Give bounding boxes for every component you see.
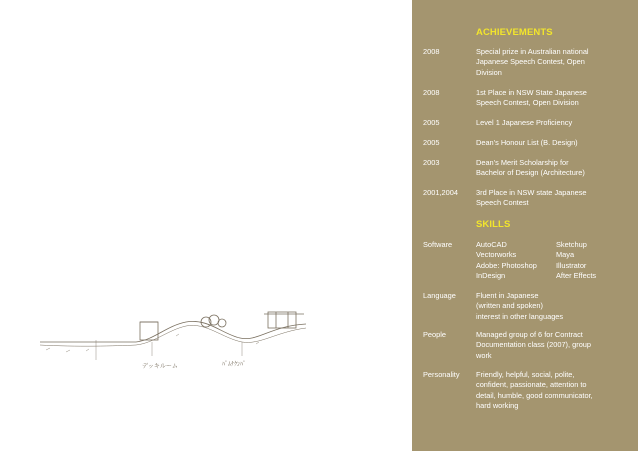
software-col-1 (476, 240, 537, 282)
people-line: Documentation class (2007), group (476, 340, 592, 350)
language-line: interest in other languages (476, 311, 564, 321)
achievement-year: 2005 (423, 138, 440, 147)
achievements-heading: ACHIEVEMENTS (476, 27, 553, 38)
people-label: People (423, 330, 447, 339)
software-item: Illustrator (556, 260, 587, 270)
achievement-year: 2008 (423, 47, 440, 56)
achievement-text: Japanese Speech Contest, Open (476, 57, 585, 67)
software-item: After Effects (556, 271, 597, 281)
achievement-year: 2003 (423, 158, 440, 167)
software-item: AutoCAD (476, 240, 507, 249)
people-line: Managed group of 6 for Contract (476, 330, 583, 339)
resume-panel (412, 0, 638, 451)
personality-line: confident, passionate, attention to (476, 380, 587, 390)
achievement-text: Bachelor of Design (Architecture) (476, 168, 585, 178)
personality-line: hard working (476, 401, 519, 411)
achievement-text: Dean's Merit Scholarship for (476, 158, 569, 167)
language-line: (written and spoken) (476, 301, 543, 311)
achievement-text: Division (476, 67, 502, 77)
achievement-text: 3rd Place in NSW state Japanese (476, 188, 587, 197)
achievement-text: Speech Contest, Open Division (476, 98, 579, 108)
language-line: Fluent in Japanese (476, 291, 539, 300)
achievement-year: 2005 (423, 118, 440, 127)
site-section-sketch (36, 290, 306, 380)
personality-label: Personality (423, 370, 460, 379)
achievement-text: Speech Contest (476, 198, 529, 208)
software-col-2 (556, 240, 596, 282)
achievement-text: Special prize in Australian national (476, 47, 589, 56)
sketch-label-right: ﾊﾟﾑﾅｸﾝﾊﾟ (222, 361, 247, 368)
software-label: Software (423, 240, 453, 249)
skills-heading: SKILLS (476, 219, 511, 230)
sketch-label-left: デッキルーム (142, 363, 178, 370)
achievement-text: Dean's Honour List (B. Design) (476, 138, 578, 147)
software-item: InDesign (476, 271, 506, 281)
achievement-year: 2008 (423, 88, 440, 97)
personality-line: detail, humble, good communicator, (476, 390, 593, 400)
achievement-text: Level 1 Japanese Proficiency (476, 118, 573, 127)
achievement-year: 2001,2004 (423, 188, 458, 197)
software-item: Adobe: Photoshop (476, 260, 537, 270)
software-item: Vectorworks (476, 250, 517, 260)
achievement-text: 1st Place in NSW State Japanese (476, 88, 587, 97)
software-item: Maya (556, 250, 575, 260)
language-label: Language (423, 291, 456, 300)
personality-line: Friendly, helpful, social, polite, (476, 370, 575, 379)
people-line: work (476, 350, 492, 360)
software-item: Sketchup (556, 240, 587, 249)
